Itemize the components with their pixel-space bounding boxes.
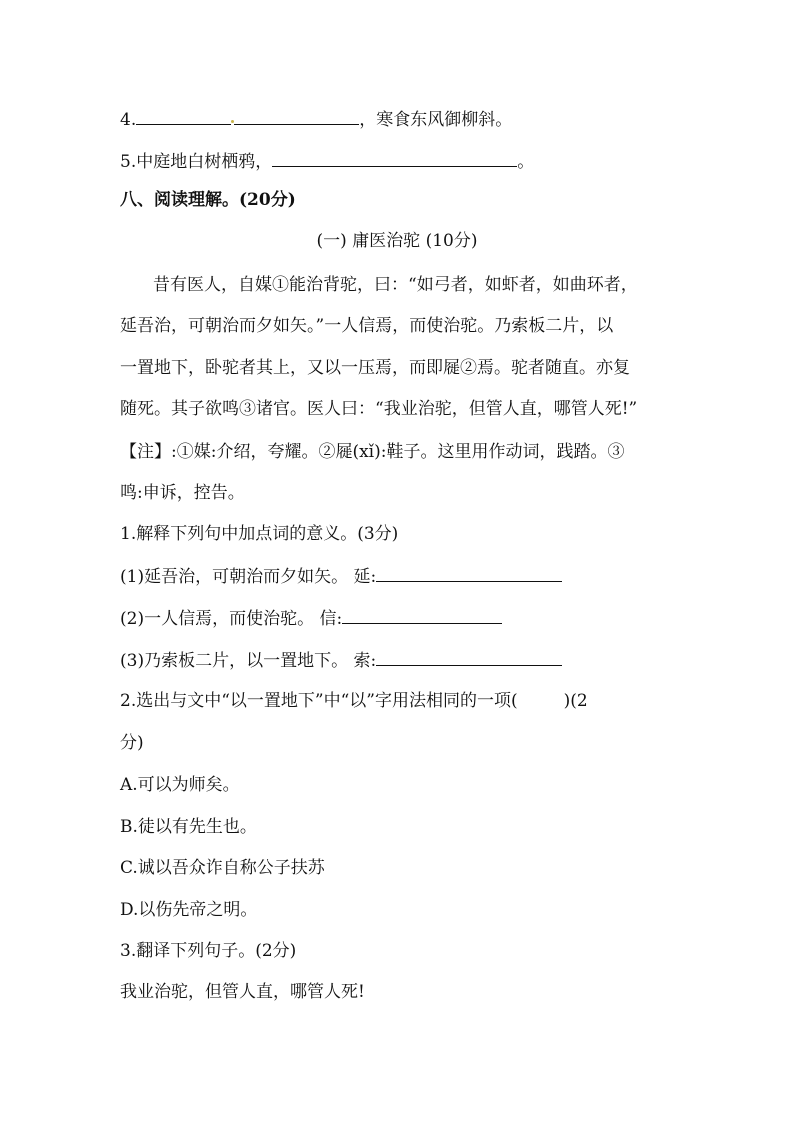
q1-item-2-text: (2)一人信焉，而使治驼。 信: <box>120 609 343 629</box>
q1-stem: 1.解释下列句中加点词的意义。(3分) <box>120 524 399 544</box>
passage-title: (一) 庸医治驼 (10分) <box>316 231 478 251</box>
passage-line-3: 一置地下，卧驼者其上，又以一压焉，而即屣②焉。驼者随直。亦复 <box>120 358 630 378</box>
q2-option-d: D.以伤先帝之明。 <box>120 900 258 920</box>
poem-fill-q5 <box>120 148 534 174</box>
q3-stem: 3.翻译下列句子。(2分) <box>120 941 297 961</box>
passage-line-4: 随死。其子欲鸣③诸官。医人曰：“我业治驼，但管人直，哪管人死!” <box>120 399 638 419</box>
q1-item-3-blank[interactable] <box>376 647 562 666</box>
q1-item-1-blank[interactable] <box>376 563 562 582</box>
q3-sentence: 我业治驼，但管人直，哪管人死! <box>120 982 365 1002</box>
q4-prefix: 4. <box>120 110 137 130</box>
poem-fill-q4 <box>120 106 512 132</box>
q1-item-2 <box>120 605 502 631</box>
note-line-2: 鸣:申诉，控告。 <box>120 483 245 503</box>
q4-blank-part1[interactable] <box>136 106 231 125</box>
q5-blank[interactable] <box>272 148 517 167</box>
q2-option-c: C.诚以吾众诈自称公子扶苏 <box>120 858 325 878</box>
section-heading: 八、阅读理解。(20分) <box>120 190 296 210</box>
q2-stem-prefix: 2.选出与文中“以一置地下”中“以”字用法相同的一项( <box>120 691 518 711</box>
q4-blank-part2[interactable] <box>234 106 359 125</box>
q2-stem-cont: 分) <box>120 733 144 753</box>
q2-option-a: A.可以为师矣。 <box>120 775 240 795</box>
q1-item-3 <box>120 647 562 673</box>
q2-stem-suffix: )(2 <box>563 691 588 711</box>
q2-stem <box>120 689 588 713</box>
q1-item-3-text: (3)乃索板二片，以一置地下。 索: <box>120 651 377 671</box>
passage-line-2: 延吾治，可朝治而夕如矢。”一人信焉，而使治驼。乃索板二片，以 <box>120 316 614 336</box>
note-line-1: 【注】:①媒:介绍，夸耀。②屣(xǐ):鞋子。这里用作动词，践踏。③ <box>120 442 625 462</box>
q4-suffix: ，寒食东风御柳斜。 <box>359 110 513 130</box>
q1-item-1-text: (1)延吾治，可朝治而夕如矢。 延: <box>120 567 377 587</box>
q1-item-2-blank[interactable] <box>342 605 502 624</box>
q5-suffix: 。 <box>517 152 535 172</box>
q2-option-b: B.徒以有先生也。 <box>120 817 257 837</box>
q5-prefix: 5.中庭地白树栖鸦， <box>120 152 273 172</box>
q1-item-1 <box>120 563 562 589</box>
passage-line-1: 昔有医人，自媒①能治背驼，曰：“如弓者，如虾者，如曲环者， <box>153 275 638 295</box>
